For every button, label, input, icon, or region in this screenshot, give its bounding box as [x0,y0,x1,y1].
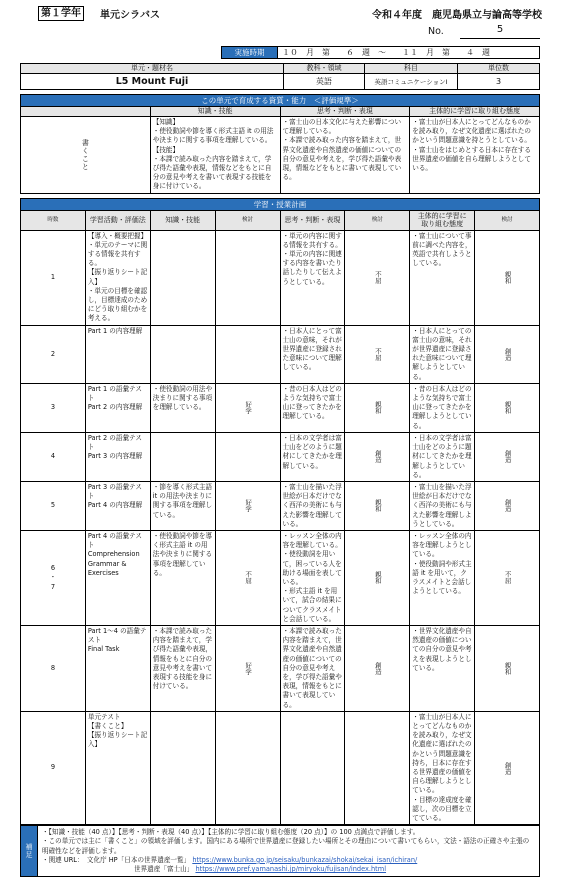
row-activity: 単元テスト 【書くこと】 【振り返りシート記入】 [85,711,150,824]
period-table [221,46,540,59]
row-attitude: ・日本人にとっての富士山の意味，それが世界遺産に登録された意味について理解しようとしている。 [410,325,475,383]
row-check-attitude: 創造 [475,325,540,383]
notes-line-2: ・この単元では主に「書くこと」の領域を評価します。国内にある場所で世界遺産に登録したい場所とその理由について書いてもらい，文法・語法の正確さや主張の明確性などを評価します。 [42,837,530,855]
plan-row [21,481,540,530]
abilities-bar: この単元で育成する資質・能力 ＜評価規準＞ [21,95,540,107]
row-attitude: ・昔の日本人はどのような気持ちで富士山に登ってきたかを理解しようとしている。 [410,383,475,432]
notes-line-1: ・【知識・技能（40 点）】【思考・判断・表現（40 点）】【主体的に学習に取り組む態度（20 点）】の 100 点満点で評価します。 [42,828,420,837]
abilities-knowledge: 【知識】 ・使役動詞や節を導く形式主語 it の用法や決まりに関する事項を理解している。 【技能】 ・本課で読み取った内容を踏まえて，学び得た語彙や表現，情報などをもとに自分の意見や考えを書いて表現する技能を身に付けている。 [150,117,280,194]
period-value: １０ 月 第 ６ 週 ～ １１ 月 第 ４ 週 [278,47,540,59]
no-value: 5 [460,24,540,39]
row-knowledge: ・使役動詞や節を導く形式主語 it の用法や決まりに関する事項を理解している。 [150,530,215,625]
abilities-header-attitude: 主体的に学習に取り組む態度 [410,107,540,117]
row-activity: Part 2 の語彙テスト Part 3 の内容理解 [85,432,150,481]
notes-side-label: 補足 [21,826,38,877]
url2-label: 世界遺産「富士山」 [134,865,194,874]
row-thinking: ・日本人にとって富士山の意味，それが世界遺産に登録された意味について理解している。 [280,325,345,383]
row-hours: 1 [21,230,86,325]
abilities-attitude: ・富士山が日本人にとってどんなものかを読み取り，なぜ文化遺産に選ばれたのかという問題意識を持とうとしている。 ・富士山をはじめとする日本に存在する世界遺産の価値を自ら理解しようとしている。 [410,117,540,194]
grade-badge: 第１学年 [38,6,84,21]
row-thinking [280,711,345,824]
row-thinking: ・昔の日本人はどのような気持ちで富士山に登ってきたかを理解している。 [280,383,345,432]
syllabus-page [10,0,560,877]
row-thinking: ・単元の内容に関する情報を共有する。 ・単元の内容に関連する内容を書いたり話したりして伝えようとしている。 [280,230,345,325]
row-check-attitude: 親和 [475,383,540,432]
plan-row [21,625,540,711]
row-check-thinking: 親和 [345,481,410,530]
row-check-attitude: 不屈 [475,530,540,625]
plan-row [21,530,540,625]
row-hours: 2 [21,325,86,383]
plan-header-attitude: 主体的に学習に 取り組む態度 [410,210,475,230]
plan-header-knowledge: 知識・技能 [150,210,215,230]
row-activity: Part 1 の語彙テスト Part 2 の内容理解 [85,383,150,432]
unit-credits: 3 [458,74,540,90]
no-label: No. [428,26,444,37]
row-thinking: ・日本の文学者は富士山をどのように題材にしてきたかを理解している。 [280,432,345,481]
row-attitude: ・富士山について事前に調べた内容を，英語で共有しようとしている。 [410,230,475,325]
row-check-knowledge [215,230,280,325]
row-knowledge [150,711,215,824]
row-thinking: ・本課で読み取った内容を踏まえて，世界文化遺産や自然遺産の価値についての自分の意見や考えを，学び得た語彙や表現，情報をもとに書いて表現している。 [280,625,345,711]
row-check-thinking: 創造 [345,625,410,711]
plan-row [21,432,540,481]
row-knowledge [150,230,215,325]
row-attitude: ・富士山が日本人にとってどんなものかを読み取り，なぜ文化遺産に選ばれたのかという問題意識を持ち，日本に存在する世界遺産の価値を自ら理解しようとしている。 ・目標の達成度を確認し，次の目標を立てている。 [410,711,475,824]
unit-header-course: 科目 [365,64,458,74]
row-hours: 3 [21,383,86,432]
row-check-thinking: 創造 [345,432,410,481]
plan-table [20,198,540,826]
school-name: 令和４年度 鹿児島県立与論高等学校 [372,10,542,21]
syllabus-title: 単元シラバス [100,10,160,21]
plan-bar: 学習・授業計画 [21,198,540,210]
plan-row [21,325,540,383]
row-activity: Part 1～4 の語彙テスト Final Task [85,625,150,711]
unit-title: L5 Mount Fuji [21,74,284,90]
row-check-knowledge: 好学 [215,383,280,432]
unit-info-table [20,63,540,90]
notes-table [20,825,540,877]
row-knowledge: ・節を導く形式主語 it の用法や決まりに関する事項を理解している。 [150,481,215,530]
row-check-attitude: 親和 [475,625,540,711]
url-label: ・関連 URL： 文化庁 HP「日本の世界遺産一覧」 [42,855,191,864]
plan-header-check1: 検討 [215,210,280,230]
row-hours: 5 [21,481,86,530]
row-check-knowledge: 不屈 [215,530,280,625]
unit-header-credits: 単位数 [458,64,540,74]
row-thinking: ・富士山を描いた浮世絵が日本だけでなく西洋の美術にも与えた影響を理解している。 [280,481,345,530]
row-check-attitude: 創造 [475,711,540,824]
row-hours: 8 [21,625,86,711]
notes-urls-2 [42,865,535,874]
row-check-thinking: 不屈 [345,230,410,325]
row-hours: 9 [21,711,86,824]
unit-header-subject: 教科・領域 [284,64,365,74]
row-activity: Part 1 の内容理解 [85,325,150,383]
row-attitude: ・富士山を描いた浮世絵が日本だけでなく西洋の美術にも与えた影響を理解しようとしている。 [410,481,475,530]
row-attitude: ・レッスン全体の内容を理解しようとしている。 ・使役動詞や形式主語 it を用いて，クラスメイトと会話しようとしている。 [410,530,475,625]
row-knowledge: ・本課で読み取った内容を踏まえて，学び得た語彙や表現，情報をもとに自分の意見や考えを書いて表現する技能を身に付けている。 [150,625,215,711]
row-check-attitude: 創造 [475,481,540,530]
abilities-header-thinking: 思考・判断・表現 [280,107,410,117]
row-attitude: ・日本の文学者は富士山をどのように題材にしてきたかを理解しようとしている。 [410,432,475,481]
abilities-side-label: 書くこと [21,117,151,194]
row-hours: 6 ・ 7 [21,530,86,625]
plan-header-activity: 学習活動・評価法 [85,210,150,230]
row-check-thinking [345,711,410,824]
unit-header-title: 単元・題材名 [21,64,284,74]
row-check-thinking: 親和 [345,383,410,432]
abilities-header-knowledge: 知識・技能 [150,107,280,117]
row-attitude: ・世界文化遺産や自然遺産の価値についての自分の意見や考えを表現しようとしている。 [410,625,475,711]
plan-header-thinking: 思考・判断・表現 [280,210,345,230]
row-thinking: ・レッスン全体の内容を理解している。 ・使役動詞を用いて，困っている人を助ける場面を表している。 ・形式主語 it を用いて，試合の結果についてクラスメイトと会話している。 [280,530,345,625]
row-activity: Part 3 の語彙テスト Part 4 の内容理解 [85,481,150,530]
page-header [10,0,560,24]
unit-subject: 英語 [284,74,365,90]
unit-course: 英語コミュニケーションⅠ [365,74,458,90]
plan-header-hours: 時数 [21,210,86,230]
url-bunka-link[interactable]: https://www.bunka.go.jp/seisaku/bunkazai/shokai/sekai_isan/ichiran/ [192,855,418,864]
row-knowledge [150,432,215,481]
row-check-attitude: 親和 [475,230,540,325]
row-check-knowledge [215,432,280,481]
plan-row [21,383,540,432]
row-hours: 4 [21,432,86,481]
plan-row [21,230,540,325]
row-check-knowledge: 好学 [215,481,280,530]
row-knowledge [150,325,215,383]
abilities-table [20,94,540,194]
plan-row [21,711,540,824]
row-check-knowledge [215,711,280,824]
row-check-knowledge: 好学 [215,625,280,711]
row-check-attitude: 創造 [475,432,540,481]
period-label: 実施時期 [222,47,278,59]
plan-rows [21,230,540,825]
plan-header-check2: 検討 [345,210,410,230]
row-check-thinking: 親和 [345,530,410,625]
notes-urls [42,856,535,865]
number-row [10,24,560,44]
row-activity: 【導入・概要把握】 ・単元のテーマに関する情報を共有する。 【振り返りシート記入】 ・単元の目標を確認し，目標達成のためにどう取り組むかを考える。 [85,230,150,325]
row-activity: Part 4 の語彙テスト Comprehension Grammar & Exercises [85,530,150,625]
url-yamanashi-link[interactable]: https://www.pref.yamanashi.jp/miryoku/fujisan/index.html [195,865,387,874]
row-check-knowledge [215,325,280,383]
abilities-thinking: ・富士山の日本文化に与えた影響について理解している。 ・本課で読み取った内容を踏まえて，世界文化遺産や自然遺産の価値についての自分の意見や考えを，学び得た語彙や表現，情報などをもとに書いて表現している。 [280,117,410,194]
plan-header-check3: 検討 [475,210,540,230]
row-knowledge: ・使役動詞の用法や決まりに関する事項を理解している。 [150,383,215,432]
row-check-thinking: 不屈 [345,325,410,383]
